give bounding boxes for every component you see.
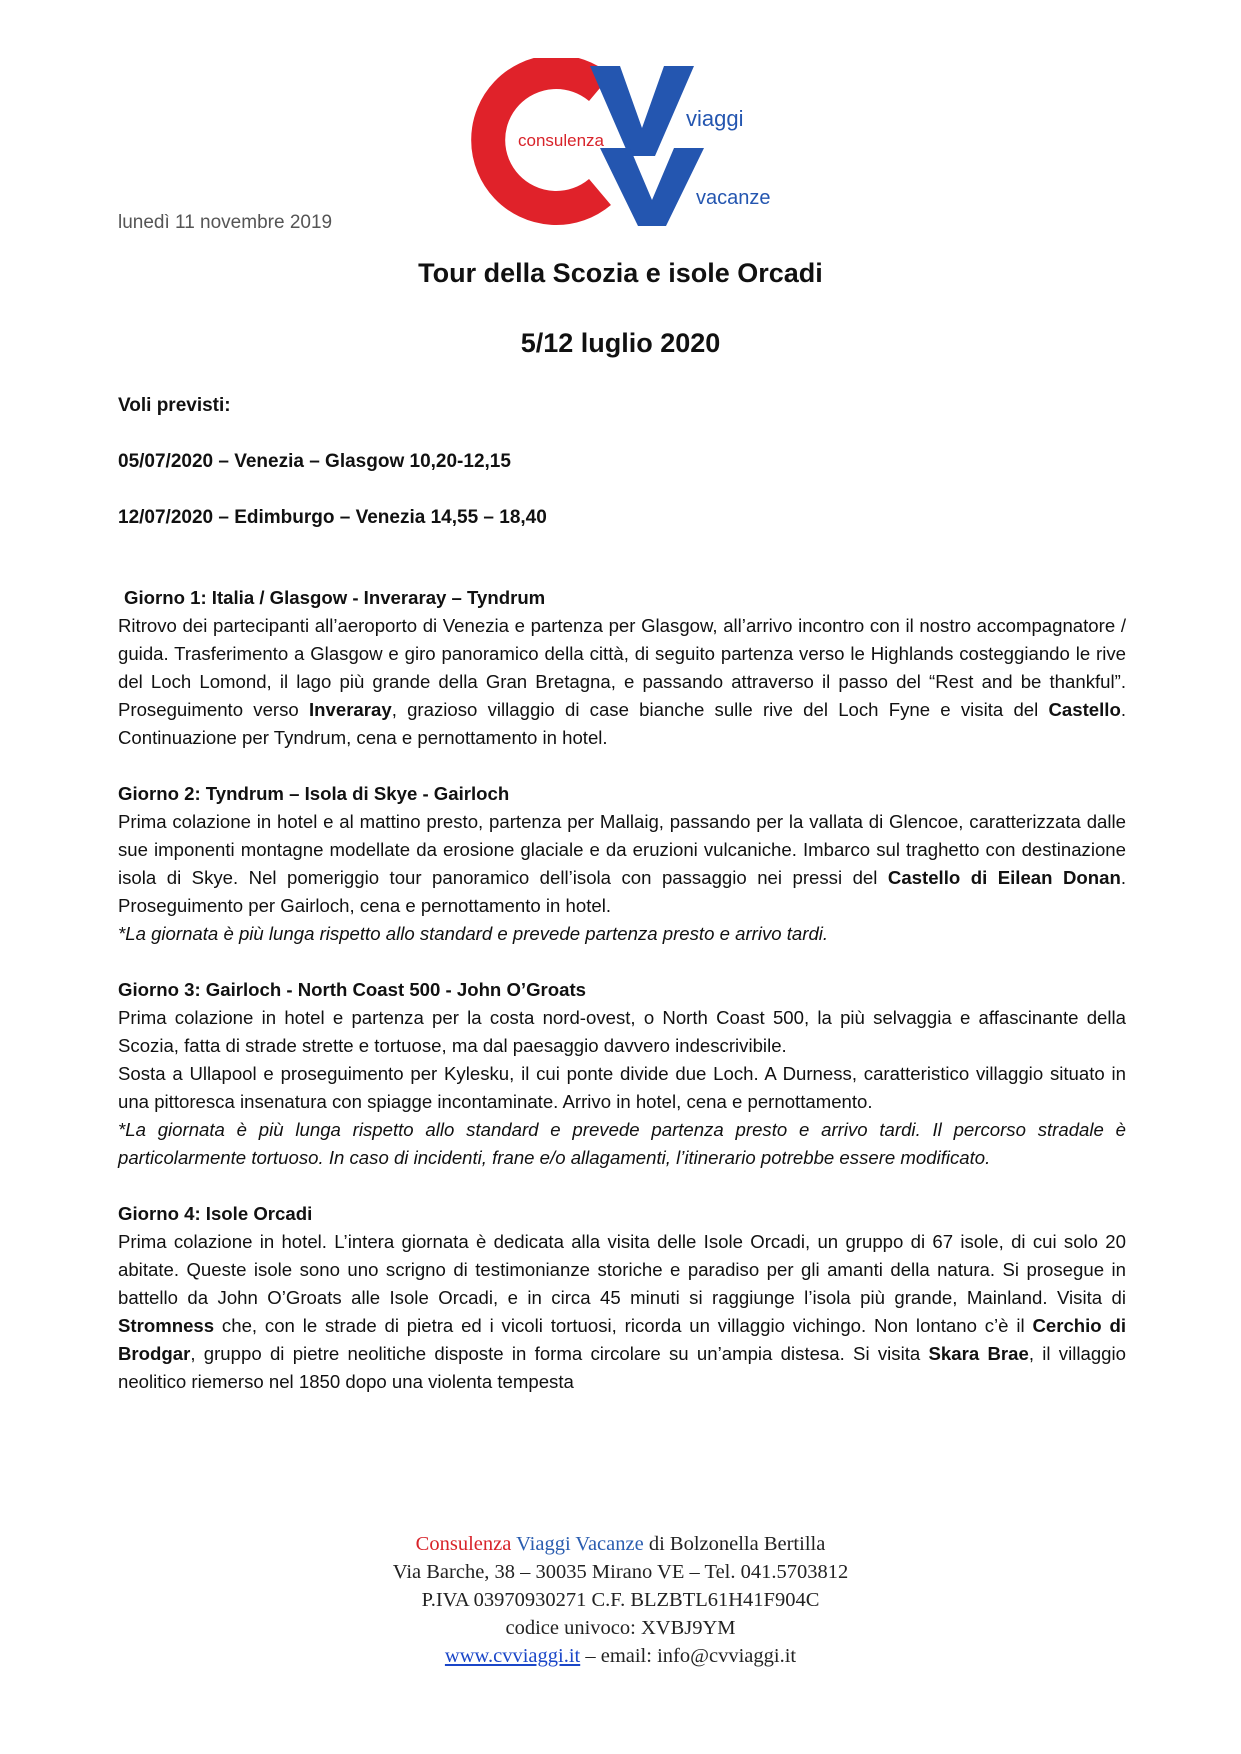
- flight-return: 12/07/2020 – Edimburgo – Venezia 14,55 – 18,40: [118, 507, 547, 528]
- logo-viaggi: viaggi: [686, 106, 744, 131]
- bold-run: Castello: [1048, 699, 1121, 720]
- footer-code: codice univoco: XVBJ9YM: [505, 1617, 736, 1639]
- logo-vacanze: vacanze: [696, 187, 771, 209]
- website-link[interactable]: www.cvviaggi.it: [444, 1645, 581, 1667]
- footer-company-red: Consulenza: [415, 1533, 512, 1555]
- bold-run: Stromness: [118, 1315, 215, 1336]
- page-footer: [0, 1530, 1241, 1670]
- footer-fiscal: P.IVA 03970930271 C.F. BLZBTL61H41F904C: [421, 1589, 820, 1611]
- footer-contacts: [0, 1642, 1241, 1670]
- cv-logo-graphic: [450, 58, 790, 228]
- bold-run: Skara Brae: [928, 1343, 1029, 1364]
- logo-consulenza: consulenza: [518, 131, 605, 150]
- day-2-text: [118, 808, 1126, 920]
- day-1-title: Giorno 1: Italia / Glasgow - Inveraray – Tyndrum: [124, 587, 546, 608]
- text-run: . Continuazione per Tyndrum, cena e pernottamento in hotel.: [118, 699, 1126, 748]
- itinerary: [118, 584, 1126, 1424]
- text-run: , grazioso villaggio di case bianche sulle rive del Loch Fyne e visita del: [391, 699, 1049, 720]
- day-3-title: Giorno 3: Gairloch - North Coast 500 - John O’Groats: [118, 979, 587, 1000]
- bold-run: Cerchio di Brodgar: [118, 1315, 1127, 1364]
- text-run: che, con le strade di pietra ed i vicoli tortuosi, ricorda un villaggio vichingo. Non lontano c’è il: [214, 1315, 1033, 1336]
- bold-run: Inveraray: [308, 699, 392, 720]
- day-2: [118, 780, 1126, 948]
- footer-company: [0, 1530, 1241, 1558]
- day-2-note: *La giornata è più lunga rispetto allo standard e prevede partenza presto e arrivo tardi.: [118, 923, 829, 944]
- day-4: [118, 1200, 1126, 1396]
- day-3-text-2: Sosta a Ullapool e proseguimento per Kylesku, il cui ponte divide due Loch. A Durness, caratteristico villaggio situato in una pittoresca insenatura con spiagge incontaminate. Arrivo in hotel, cena e pernottamento.: [118, 1063, 1126, 1112]
- email-address[interactable]: info@cvviaggi.it: [657, 1645, 797, 1667]
- day-2-title: Giorno 2: Tyndrum – Isola di Skye - Gairloch: [118, 783, 510, 804]
- flight-outbound: 05/07/2020 – Venezia – Glasgow 10,20-12,15: [118, 451, 511, 472]
- text-run: . Proseguimento per Gairloch, cena e pernottamento in hotel.: [118, 867, 1126, 916]
- company-logo: [450, 58, 790, 228]
- email-separator: – email:: [580, 1645, 658, 1667]
- text-run: Prima colazione in hotel e al mattino presto, partenza per Mallaig, passando per la vallata di Glencoe, caratterizzata dalle sue imponenti montagne modellate da erosione glaciale e da eruzioni vulcaniche. Imbarco sul traghetto con destinazione isola di Skye. Nel pomeriggio tour panoramico dell’isola con passaggio nei pressi del: [118, 811, 1126, 888]
- flights-section: [118, 390, 1118, 558]
- document-date: lunedì 11 novembre 2019: [118, 212, 333, 233]
- day-3-note: *La giornata è più lunga rispetto allo standard e prevede partenza presto e arrivo tardi. Il percorso stradale è particolarmente tortuoso. In caso di incidenti, frane e/o allagamenti, l’itinerario potrebbe essere modificato.: [118, 1119, 1126, 1168]
- text-run: , gruppo di pietre neolitiche disposte in forma circolare su un’ampia distesa. Si visita: [190, 1343, 929, 1364]
- footer-company-blue: Viaggi Vacanze: [516, 1533, 644, 1555]
- day-1-text: [118, 612, 1126, 752]
- day-1: [118, 584, 1126, 752]
- footer-address: Via Barche, 38 – 30035 Mirano VE – Tel. 041.5703812: [392, 1561, 849, 1583]
- text-run: Ritrovo dei partecipanti all’aeroporto di Venezia e partenza per Glasgow, all’arrivo incontro con il nostro accompagnatore / guida. Trasferimento a Glasgow e giro panoramico della città, di seguito partenza verso le Highlands costeggiando le rive del Loch Lomond, il lago più grande della Gran Bretagna, e passando attraverso il passo del “Rest and be thankful”. Proseguimento verso: [118, 615, 1126, 720]
- day-3: [118, 976, 1126, 1172]
- document-title: Tour della Scozia e isole Orcadi: [418, 258, 823, 288]
- bold-run: Castello di Eilean Donan: [887, 867, 1121, 888]
- flights-heading: Voli previsti:: [118, 395, 231, 416]
- day-3-text-1: Prima colazione in hotel e partenza per la costa nord-ovest, o North Coast 500, la più selvaggia e affascinante della Scozia, fatta di strade strette e tortuose, ma dal paesaggio davvero indescrivibile.: [118, 1007, 1126, 1056]
- document-subtitle-dates: 5/12 luglio 2020: [520, 328, 721, 358]
- text-run: , il villaggio neolitico riemerso nel 1850 dopo una violenta tempesta: [118, 1343, 1126, 1392]
- day-4-text: [118, 1228, 1126, 1396]
- day-4-title: Giorno 4: Isole Orcadi: [118, 1203, 313, 1224]
- footer-company-rest: di Bolzonella Bertilla: [643, 1533, 826, 1555]
- text-run: Prima colazione in hotel. L’intera giornata è dedicata alla visita delle Isole Orcadi, un gruppo di 67 isole, di cui solo 20 abitate. Queste isole sono uno scrigno di testimonianze storiche e paradiso per gli amanti della natura. Si prosegue in battello da John O’Groats alle Isole Orcadi, e in circa 45 minuti si raggiunge l’isola più grande, Mainland. Visita di: [118, 1231, 1126, 1308]
